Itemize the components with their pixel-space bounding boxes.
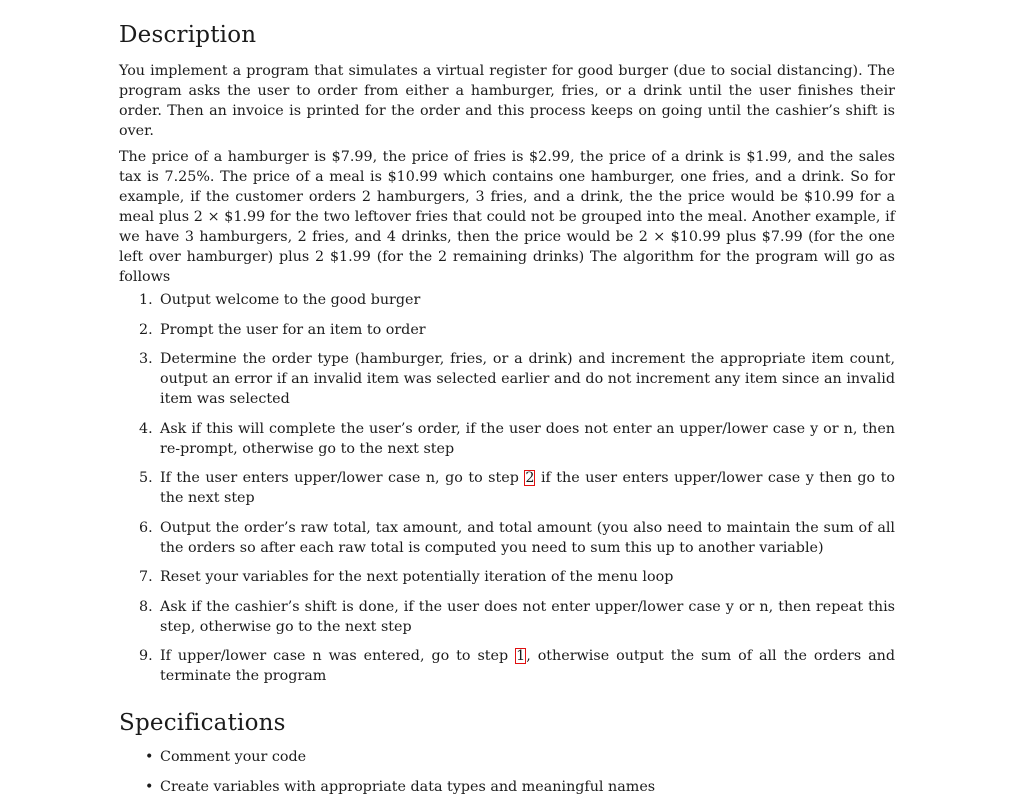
- bullet-icon: •: [145, 778, 154, 795]
- list-item: 4. Ask if this will complete the user’s order, if the user does not enter an upper/lower case y or n, then re-prompt, otherwise go to the next step: [139, 420, 895, 457]
- document-page: [119, 22, 895, 806]
- specifications-list: [119, 747, 895, 797]
- list-item: • Create variables with appropriate data types and meaningful names: [145, 778, 656, 795]
- list-item: 3. Determine the order type (hamburger, fries, or a drink) and increment the appropriate item count, output an error if an invalid item was selected earlier and do not increment any item since an invalid item was selected: [139, 351, 895, 407]
- list-item: • Comment your code: [145, 749, 307, 765]
- bullet-icon: •: [145, 749, 154, 765]
- list-item: 6. Output the order’s raw total, tax amount, and total amount (you also need to maintain the sum of all the orders so after each raw total is computed you need to sum this up to another variable): [139, 519, 895, 556]
- list-item: 7. Reset your variables for the next potentially iteration of the menu loop: [139, 569, 674, 585]
- step-2-link[interactable]: 2: [525, 470, 535, 486]
- description-heading: Description: [119, 22, 257, 48]
- description-paragraph-2: The price of a hamburger is $7.99, the price of fries is $2.99, the price of a drink is $1.99, and the sales tax is 7.25%. The price of a meal is $10.99 which contains one hamburger, one fries, and a drink. So for example, if the customer orders 2 hamburgers, 3 fries, and a drink, the the price would be $10.99 for a meal plus 2 × $1.99 for the two leftover fries that could not be grouped into the meal. Another example, if we have 3 hamburgers, 2 fries, and 4 drinks, then the price would be 2 × $10.99 plus $7.99 (for the one left over hamburger) plus 2 $1.99 (for the 2 remaining drinks) The algorithm for the program will go as follows: [119, 149, 895, 285]
- list-item: 8. Ask if the cashier’s shift is done, if the user does not enter upper/lower case y or n, then repeat this step, otherwise go to the next step: [139, 598, 895, 635]
- description-paragraph-1: You implement a program that simulates a virtual register for good burger (due to social distancing). The program asks the user to order from either a hamburger, fries, or a drink until the user finishes their order. Then an invoice is printed for the order and this process keeps on going until the cashier’s shift is over.: [119, 63, 895, 139]
- list-item: 2. Prompt the user for an item to order: [139, 321, 426, 338]
- step-1-link[interactable]: 1: [516, 648, 526, 664]
- list-item: 5. If the user enters upper/lower case n, go to step 2 if the user enters upper/lower case y then go to the next step: [139, 470, 895, 506]
- list-item: 9. If upper/lower case n was entered, go to step 1, otherwise output the sum of all the orders and terminate the program: [139, 648, 895, 684]
- list-item: 1. Output welcome to the good burger: [139, 292, 421, 308]
- specifications-heading: Specifications: [119, 710, 286, 736]
- algorithm-steps-list: [119, 290, 895, 686]
